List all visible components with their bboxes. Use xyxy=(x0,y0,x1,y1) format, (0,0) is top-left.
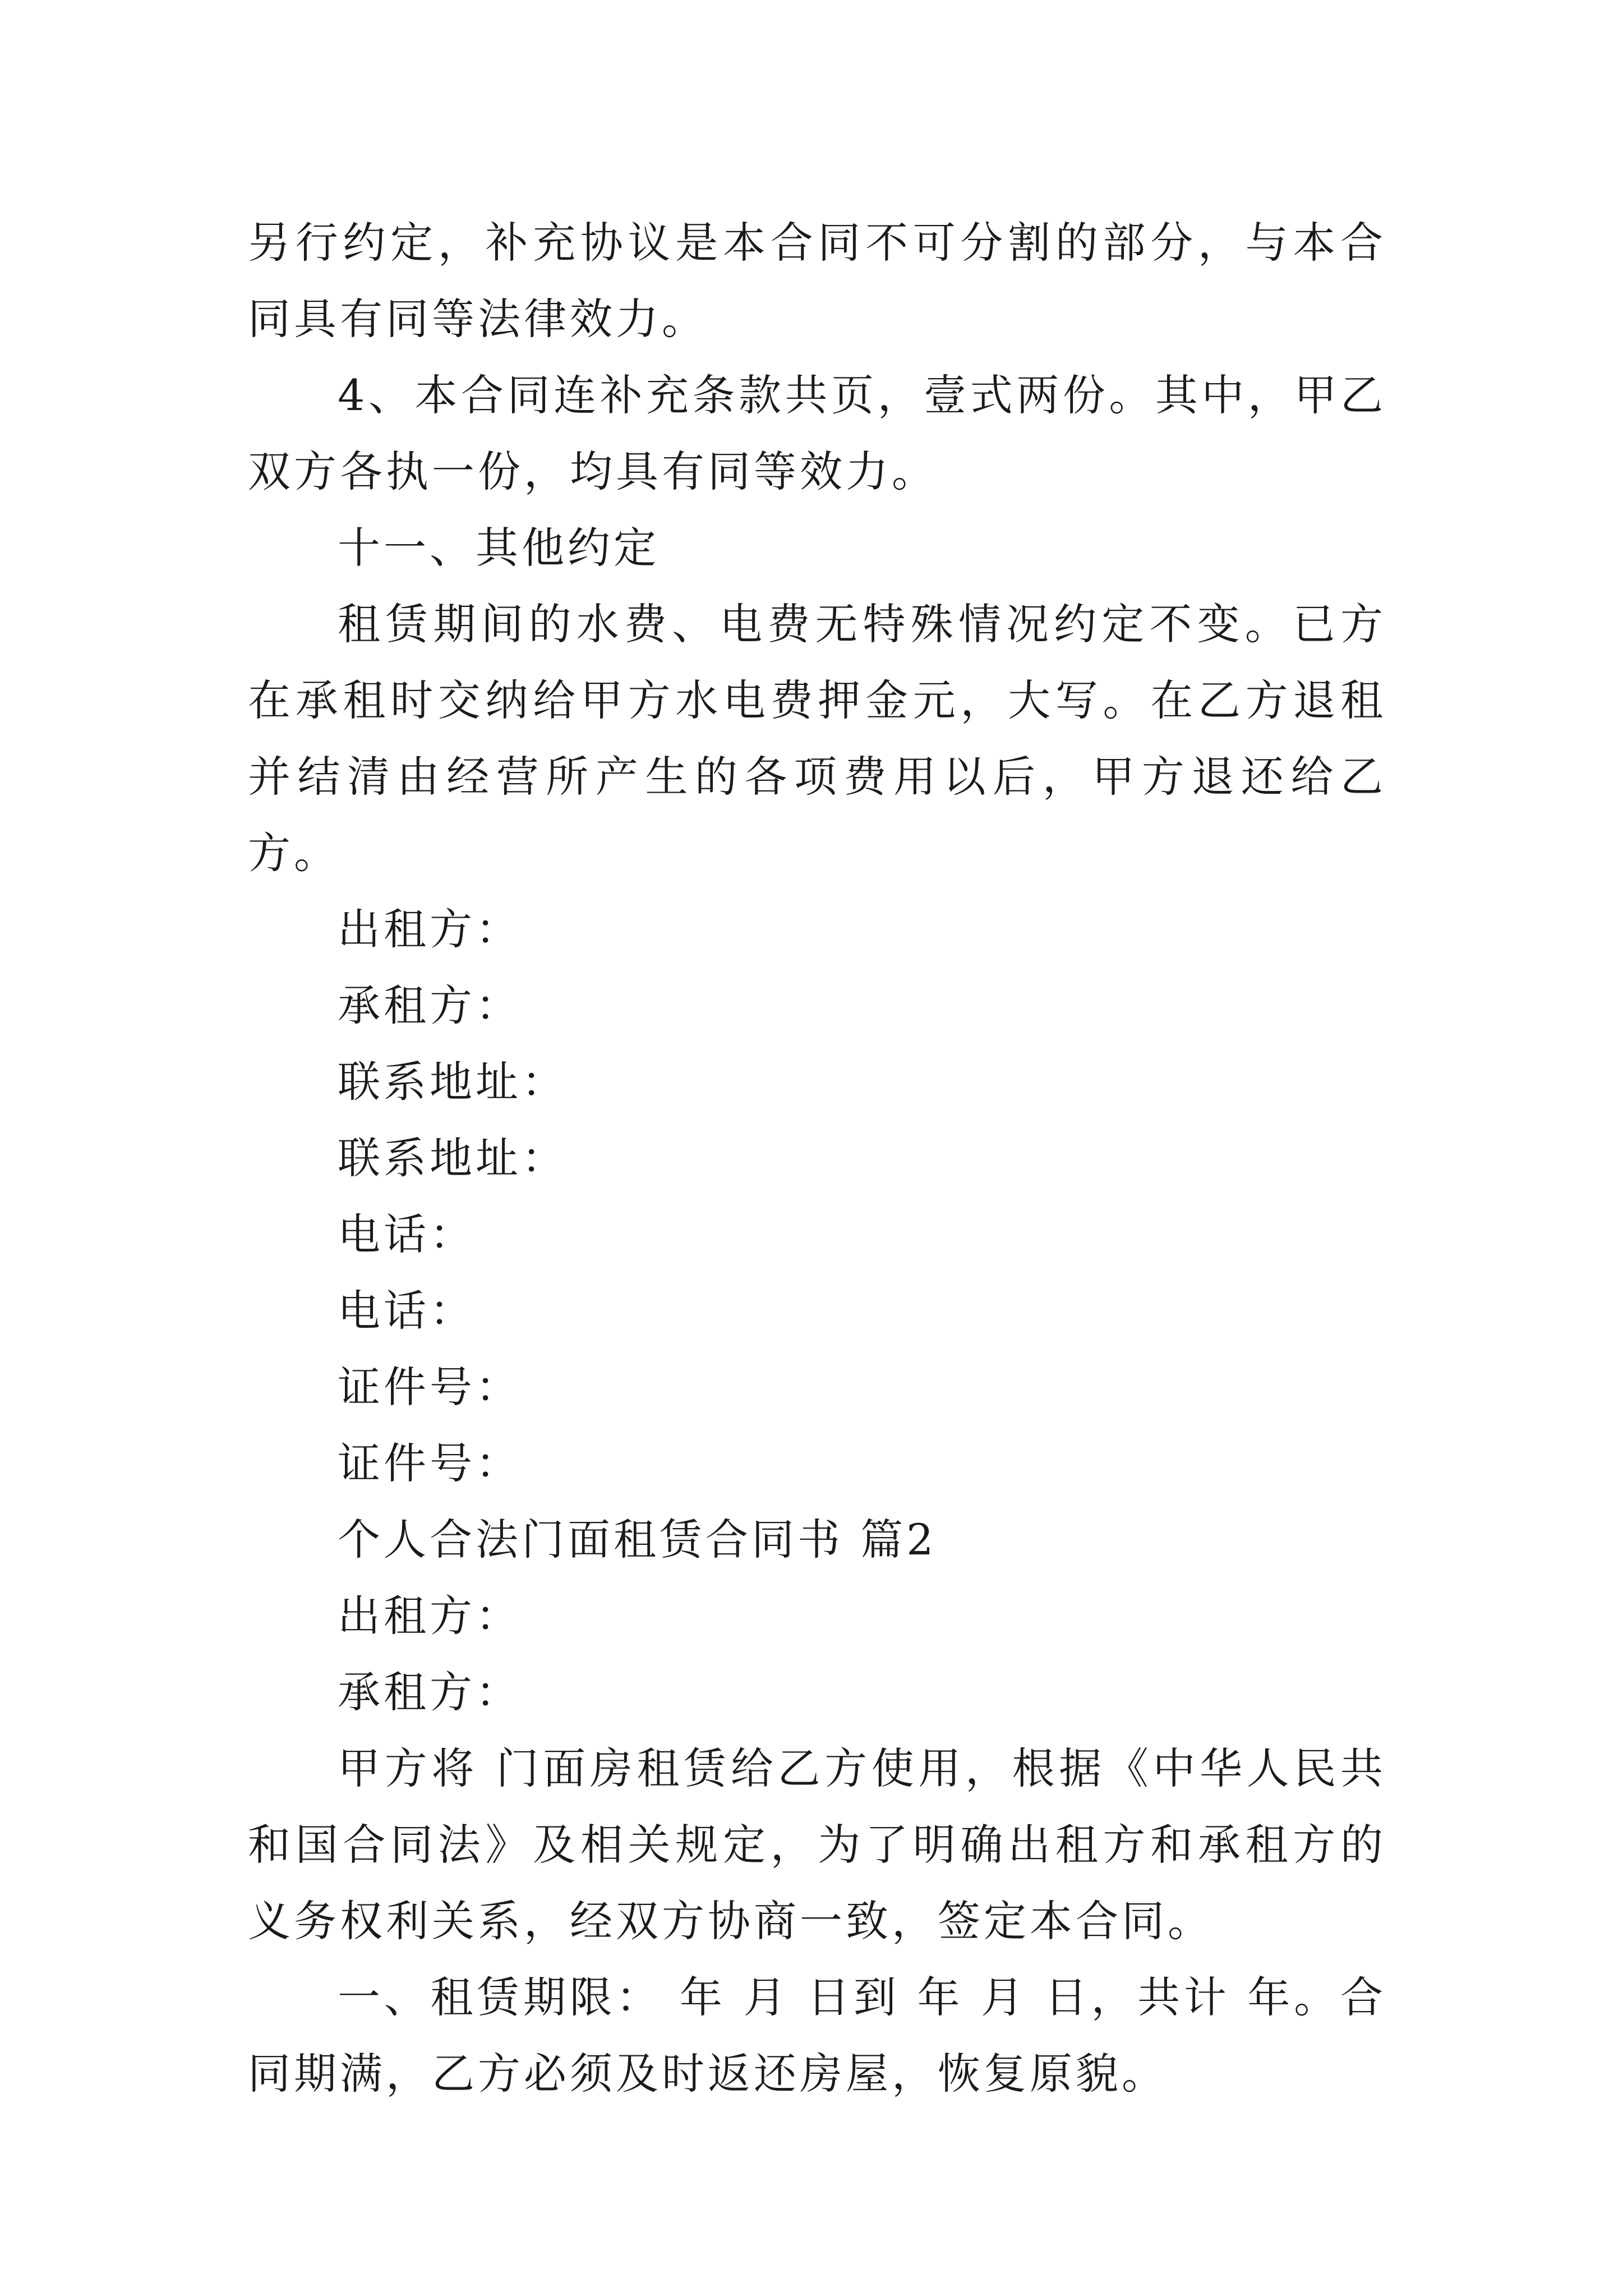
paragraph-utility-deposit: 租赁期间的水费、电费无特殊情况约定不变。已方在承租时交纳给甲方水电费押金元，大写。在乙方退租并结清由经营所产生的各项费用以后，甲方退还给乙方。 xyxy=(248,599,1386,878)
signature-id-2: 证件号： xyxy=(338,1438,522,1488)
signature-phone-1: 电话： xyxy=(338,1209,476,1259)
signature-address-2: 联系地址： xyxy=(338,1133,568,1183)
signature-phone-2: 电话： xyxy=(338,1286,476,1336)
paragraph-supplement-clause: 另行约定，补充协议是本合同不可分割的部分，与本合同具有同等法律效力。 xyxy=(248,218,1386,344)
heading-other-agreements: 十一、其他约定 xyxy=(338,523,660,573)
document-body xyxy=(248,205,1386,2112)
section-lessee: 承租方： xyxy=(338,1667,522,1717)
paragraph-lease-term: 一、租赁期限： 年 月 日到 年 月 日，共计 年。合同期满，乙方必须及时返还房屋，恢复原貌。 xyxy=(248,1972,1386,2099)
section-lessor: 出租方： xyxy=(338,1591,522,1641)
paragraph-copies-clause: 4、本合同连补充条款共页，壹式两份。其中，甲乙双方各执一份，均具有同等效力。 xyxy=(248,370,1386,496)
paragraph-lease-purpose: 甲方将 门面房租赁给乙方使用，根据《中华人民共和国合同法》及相关规定，为了明确出租方和承租方的义务权利关系，经双方协商一致，签定本合同。 xyxy=(248,1743,1386,1946)
signature-lessor: 出租方： xyxy=(338,904,522,954)
signature-address-1: 联系地址： xyxy=(338,1057,568,1107)
section-title: 个人合法门面租赁合同书 篇2 xyxy=(338,1515,937,1565)
signature-id-1: 证件号： xyxy=(338,1362,522,1412)
signature-lessee: 承租方： xyxy=(338,981,522,1030)
